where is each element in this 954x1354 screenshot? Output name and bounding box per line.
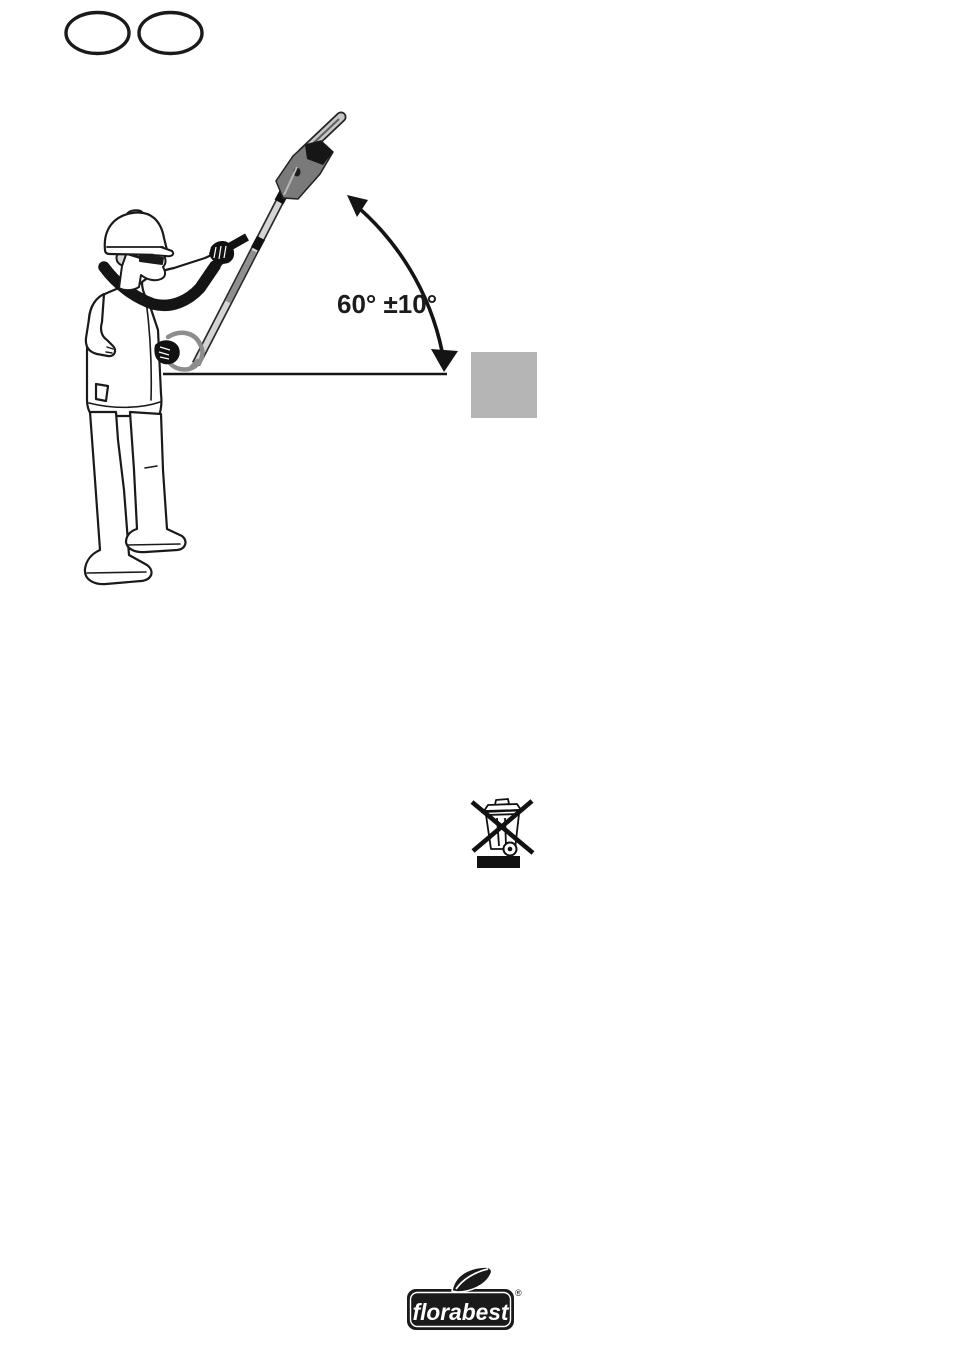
florabest-logo — [395, 1260, 540, 1340]
leaf-icon — [452, 1267, 492, 1292]
registered-trademark: ® — [515, 1288, 522, 1298]
language-badges — [55, 5, 215, 65]
near-leg — [126, 412, 185, 552]
weee-crossed-bin-icon — [460, 790, 545, 875]
working-angle-illustration — [40, 90, 560, 620]
angle-label: 60° ±10° — [337, 289, 438, 319]
saw-motor-housing — [276, 141, 333, 199]
gray-callout-square — [471, 352, 537, 418]
angle-arc-arrow-icon — [347, 195, 458, 372]
oval-badge-icon — [66, 13, 129, 54]
pocket-flap — [96, 384, 108, 401]
pole-saw-illustration — [196, 117, 341, 364]
logo-wordmark: florabest — [412, 1299, 510, 1325]
weee-black-bar — [477, 856, 520, 868]
oval-badge-icon — [139, 13, 202, 54]
hard-hat-icon — [105, 213, 167, 255]
